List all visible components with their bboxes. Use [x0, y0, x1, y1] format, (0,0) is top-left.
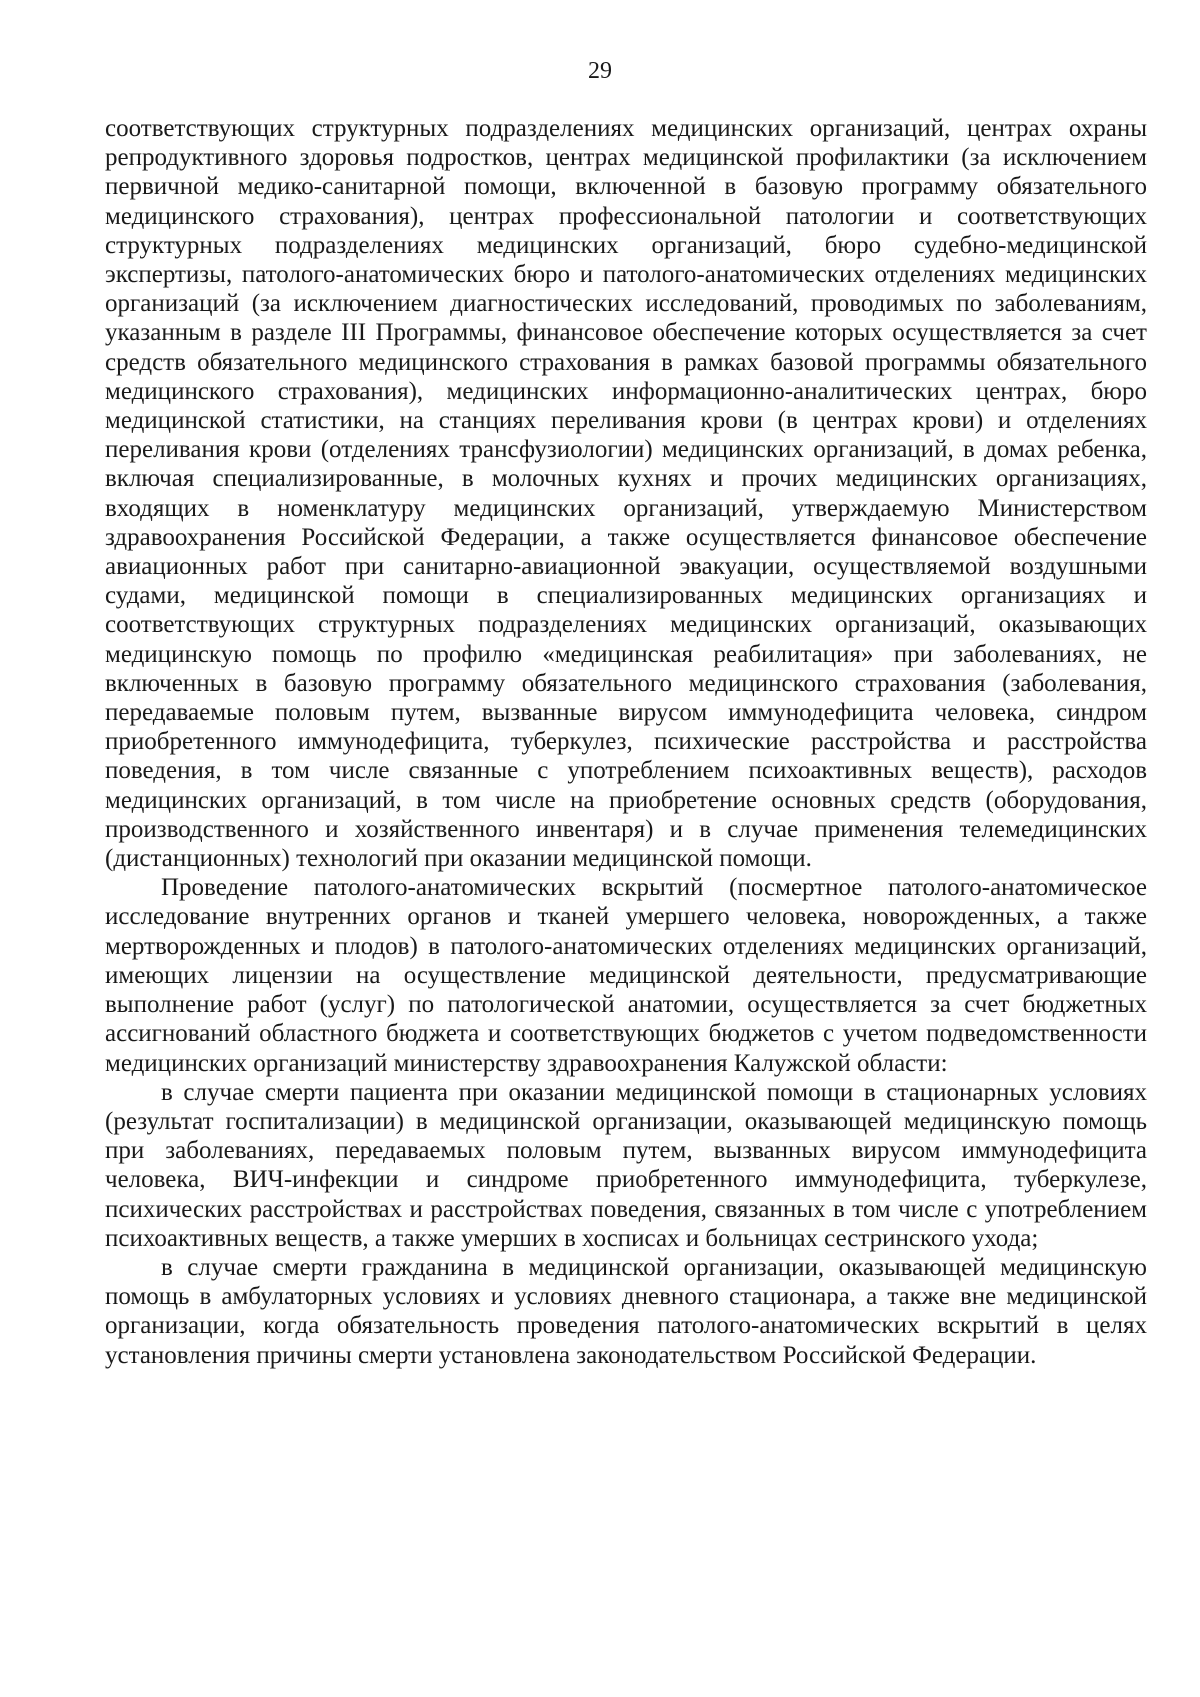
paragraph-2: Проведение патолого-анатомических вскрытий (посмертное патолого-анатомическое исследование внутренних органов и тканей умершего человека, новорожденных, а также мертворожденных и плодов) в патолого-анатомических отделениях медицинских организаций, имеющих лицензии на осуществление медицинской деятельности, предусматривающие выполнение работ (услуг) по патологической анатомии, осуществляется за счет бюджетных ассигнований областного бюджета и соответствующих бюджетов с учетом подведомственности медицинских организаций министерству здравоохранения Калужской области:: [105, 874, 1147, 1077]
paragraph-4: в случае смерти гражданина в медицинской организации, оказывающей медицинскую помощь в амбулаторных условиях и условиях дневного стационара, а также вне медицинской организации, когда обязательность проведения патолого-анатомических вскрытий в целях установления причины смерти установлена законодательством Российской Федерации.: [105, 1253, 1147, 1369]
paragraph-1: соответствующих структурных подразделениях медицинских организаций, центрах охраны репродуктивного здоровья подростков, центрах медицинской профилактики (за исключением первичной медико-санитарной помощи, включенной в базовую программу обязательного медицинского страхования), центрах профессиональной патологии и соответствующих структурных подразделениях медицинских организаций, бюро судебно-медицинской экспертизы, патолого-анатомических бюро и патолого-анатомических отделениях медицинских организаций (за исключением диагностических исследований, проводимых по заболеваниям, указанным в разделе III Программы, финансовое обеспечение которых осуществляется за счет средств обязательного медицинского страхования в рамках базовой программы обязательного медицинского страхования), медицинских информационно-аналитических центрах, бюро медицинской статистики, на станциях переливания крови (в центрах крови) и отделениях переливания крови (отделениях трансфузиологии) медицинских организаций, в домах ребенка, включая специализированные, в молочных кухнях и прочих медицинских организациях, входящих в номенклатуру медицинских организаций, утверждаемую Министерством здравоохранения Российской Федерации, а также осуществляется финансовое обеспечение авиационных работ при санитарно-авиационной эвакуации, осуществляемой воздушными судами, медицинской помощи в специализированных медицинских организациях и соответствующих структурных подразделениях медицинских организаций, оказывающих медицинскую помощь по профилю «медицинская реабилитация» при заболеваниях, не включенных в базовую программу обязательного медицинского страхования (заболевания, передаваемые половым путем, вызванные вирусом иммунодефицита человека, синдром приобретенного иммунодефицита, туберкулез, психические расстройства и расстройства поведения, в том числе связанные с употреблением психоактивных веществ), расходов медицинских организаций, в том числе на приобретение основных средств (оборудования, производственного и хозяйственного инвентаря) и в случае применения телемедицинских (дистанционных) технологий при оказании медицинской помощи.: [105, 115, 1147, 873]
paragraph-3: в случае смерти пациента при оказании медицинской помощи в стационарных условиях (результат госпитализации) в медицинской организации, оказывающей медицинскую помощь при заболеваниях, передаваемых половым путем, вызванных вирусом иммунодефицита человека, ВИЧ-инфекции и синдроме приобретенного иммунодефицита, туберкулезе, психических расстройствах и расстройствах поведения, связанных в том числе с употреблением психоактивных веществ, а также умерших в хосписах и больницах сестринского ухода;: [105, 1078, 1147, 1252]
document-body: [105, 114, 1147, 1370]
page-number: 29: [588, 58, 612, 84]
